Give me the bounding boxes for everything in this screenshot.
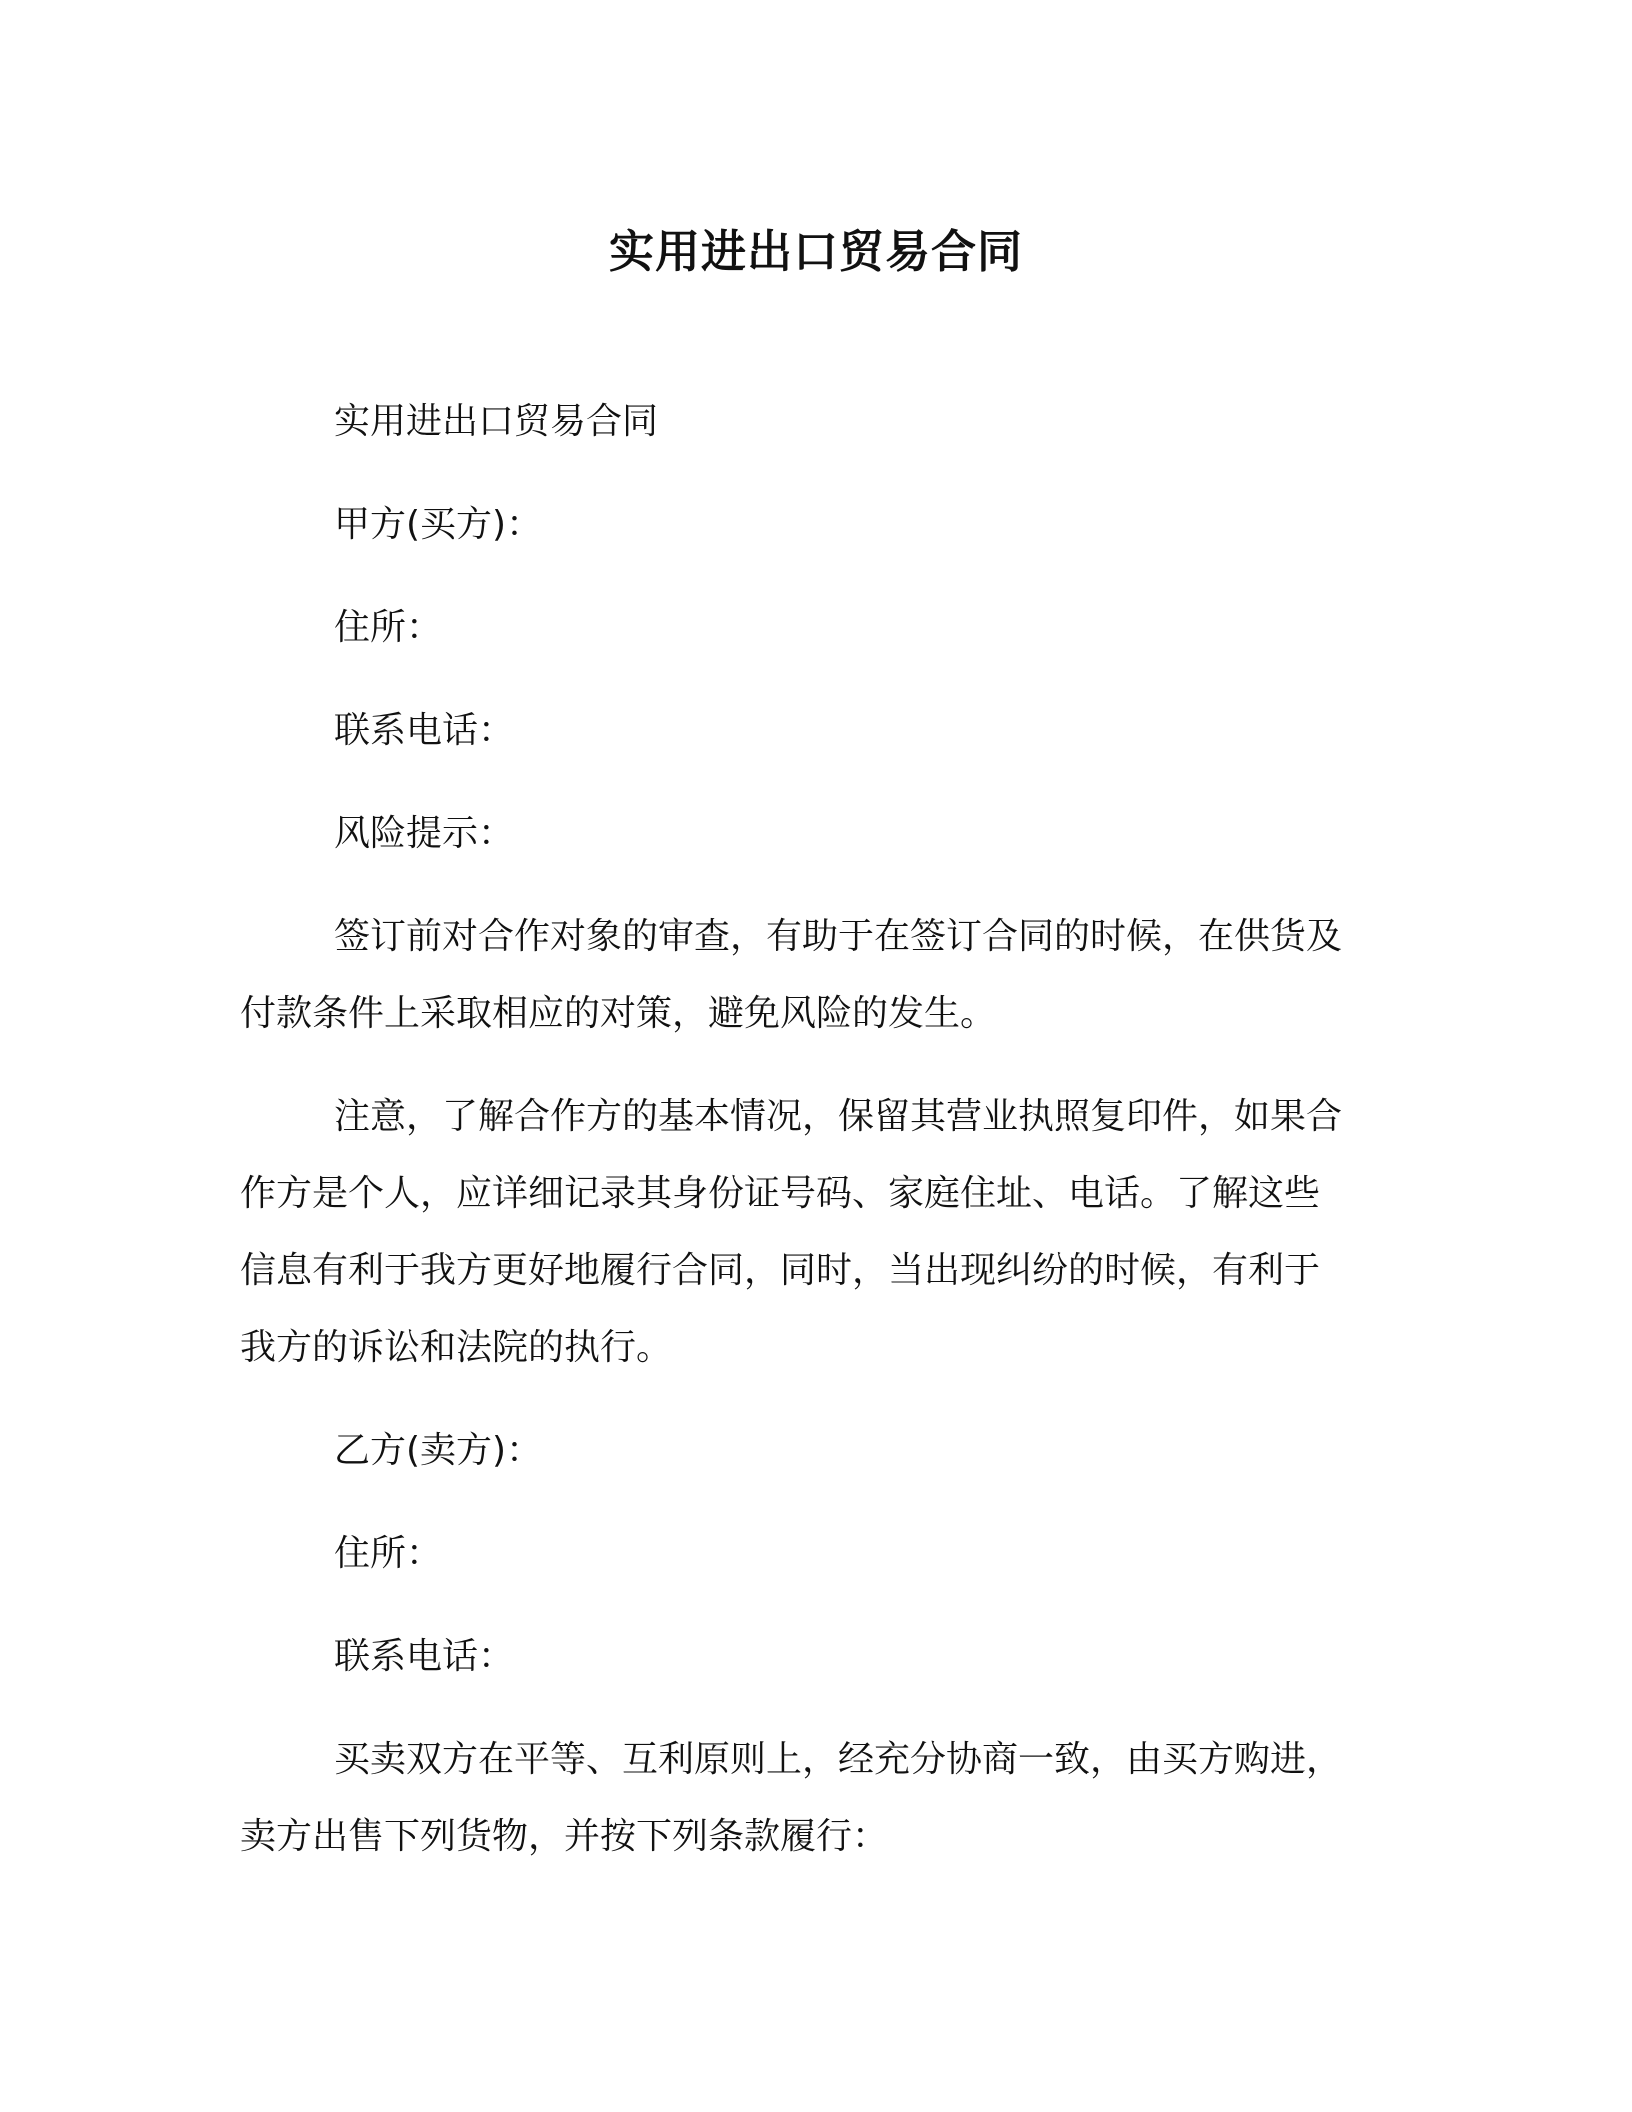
party-a-label: 甲方(买方)： xyxy=(334,504,543,545)
party-a-address-label: 住所： xyxy=(334,607,443,648)
party-b-phone-label: 联系电话： xyxy=(334,1636,515,1677)
agreement-line2: 卖方出售下列货物，并按下列条款履行： xyxy=(240,1816,889,1857)
risk-para1-line2: 付款条件上采取相应的对策，避免风险的发生。 xyxy=(240,993,997,1034)
agreement-line1: 买卖双方在平等、互利原则上，经充分协商一致，由买方购进， xyxy=(334,1739,1343,1780)
risk-para2-line4: 我方的诉讼和法院的执行。 xyxy=(240,1327,673,1368)
risk-para2-line3: 信息有利于我方更好地履行合同，同时，当出现纠纷的时候，有利于 xyxy=(240,1250,1321,1291)
risk-label: 风险提示： xyxy=(334,813,515,854)
party-a-phone-label: 联系电话： xyxy=(334,710,515,751)
risk-para1-line1: 签订前对合作对象的审查，有助于在签订合同的时候，在供货及 xyxy=(334,916,1343,957)
party-b-label: 乙方(卖方)： xyxy=(334,1430,543,1471)
contract-subtitle: 实用进出口贸易合同 xyxy=(334,401,659,442)
document-title: 实用进出口贸易合同 xyxy=(608,225,1023,278)
party-b-address-label: 住所： xyxy=(334,1533,443,1574)
risk-para2-line2: 作方是个人，应详细记录其身份证号码、家庭住址、电话。了解这些 xyxy=(240,1173,1321,1214)
risk-para2-line1: 注意，了解合作方的基本情况，保留其营业执照复印件，如果合 xyxy=(334,1096,1343,1137)
